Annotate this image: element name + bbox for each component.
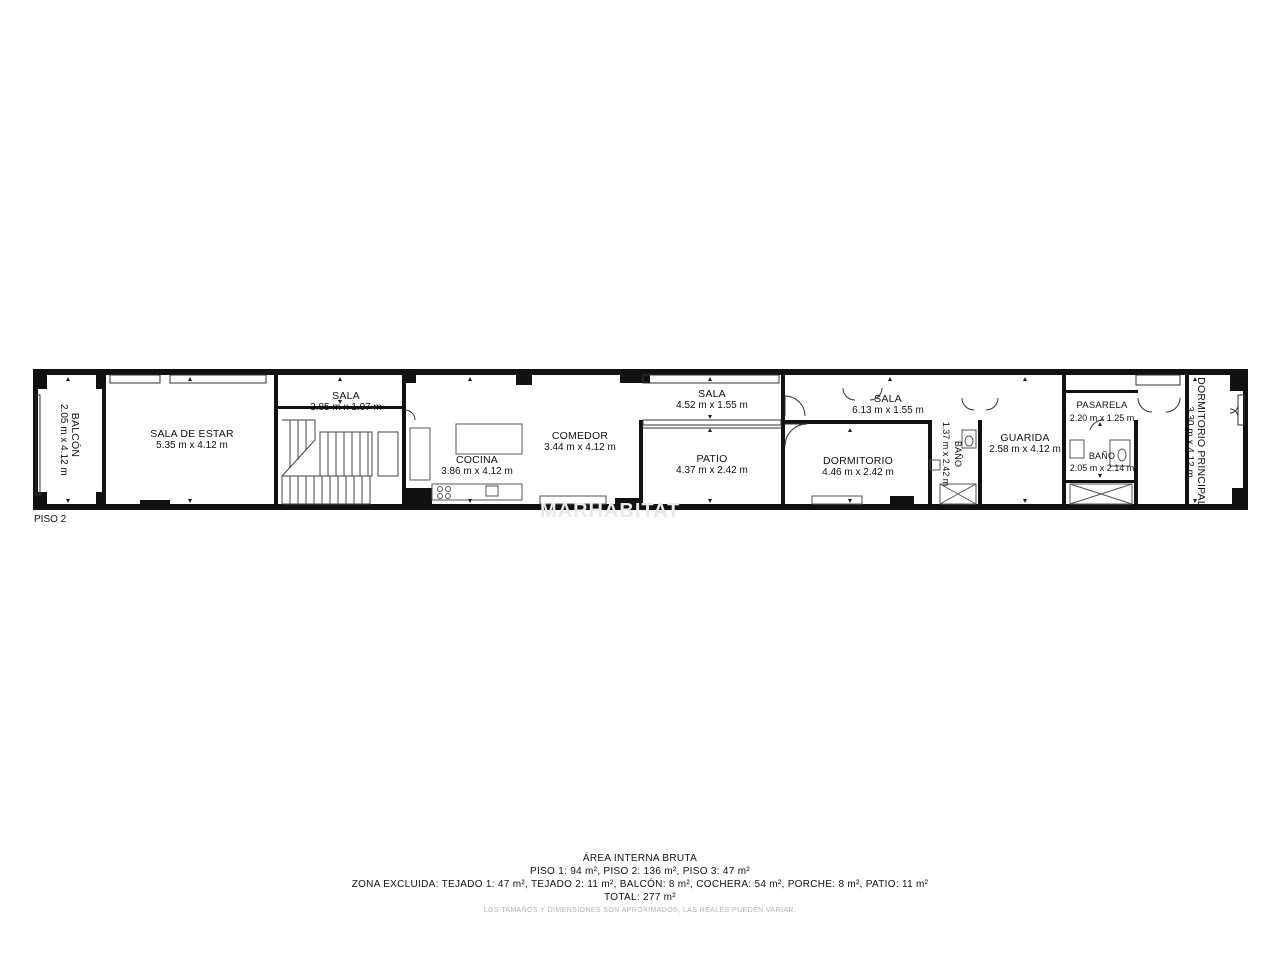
room-name: DORMITORIO [822,455,894,467]
room-label-sala-3 [828,393,948,417]
room-dims: 4.37 m x 2.42 m [676,465,748,476]
room-name: COMEDOR [551,430,609,442]
room-name: PATIO [696,453,728,465]
room-label-dormitorio [798,455,918,479]
room-dims: 2.05 m x 4.12 m [58,404,69,476]
summary-title: ÁREA INTERNA BRUTA [582,853,698,864]
room-name: SALA [332,390,360,402]
room-name: BALCÓN [69,412,81,458]
staircase [282,420,398,504]
room-label-patio [652,453,772,477]
room-name: PASARELA [1076,400,1128,411]
watermark: MARHABITAT [540,500,681,522]
room-dims: 6.13 m x 1.55 m [852,405,924,416]
room-name: BAÑO [1088,451,1116,461]
room-dims: 3.30 m x 4.12 m [1184,406,1195,478]
room-name: COCINA [455,454,499,466]
room-dims: 3.44 m x 4.12 m [544,442,616,453]
room-dims: 3.86 m x 4.12 m [441,466,513,477]
room-label-pasarela [1066,400,1138,424]
room-label-comedor [520,430,640,454]
room-label-sala-2 [652,388,772,412]
room-label-cocina [417,454,537,478]
room-name: SALA [874,393,902,405]
room-label-balcon [57,404,81,476]
room-name: BAÑO [953,440,963,468]
room-dims: 2.05 m x 2.14 m [1069,463,1135,473]
summary-excluded: ZONA EXCLUIDA: TEJADO 1: 47 m², TEJADO 2: 11 m², BALCÓN: 8 m², COCHERA: 54 m², PORCHE: 8 m², PATIO: 11 m² [351,879,929,890]
room-label-bano-1 [940,416,964,492]
room-name: GUARIDA [1000,432,1050,444]
summary-total: TOTAL: 277 m² [604,892,676,903]
room-label-dormitorio-principal [1183,377,1207,507]
summary-floors: PISO 1: 94 m², PISO 2: 136 m², PISO 3: 47 m² [530,866,750,877]
room-name: SALA [698,388,726,400]
room-label-guarida [984,432,1066,456]
room-dims: 2.58 m x 4.12 m [989,444,1061,455]
room-dims: 1.37 m x 2.42 m [941,421,951,487]
room-dims: 5.35 m x 4.12 m [156,440,228,451]
room-dims: 2.20 m x 1.25 m [1069,413,1135,423]
room-label-bano-2 [1066,450,1138,474]
room-name: SALA DE ESTAR [150,428,234,440]
room-dims: 4.52 m x 1.55 m [676,400,748,411]
summary-disclaimer: LOS TAMAÑOS Y DIMENSIONES SON APROXIMADOS, LAS REALES PUEDEN VARIAR. [483,907,797,914]
room-label-sala-1 [288,390,404,414]
room-dims: 3.85 m x 1.97 m [310,402,382,413]
area-summary [0,852,1280,917]
floor-label: PISO 2 [34,514,67,525]
room-dims: 4.46 m x 2.42 m [822,467,894,478]
room-name: DORMITORIO PRINCIPAL [1195,377,1207,507]
room-label-sala-de-estar [130,428,254,452]
